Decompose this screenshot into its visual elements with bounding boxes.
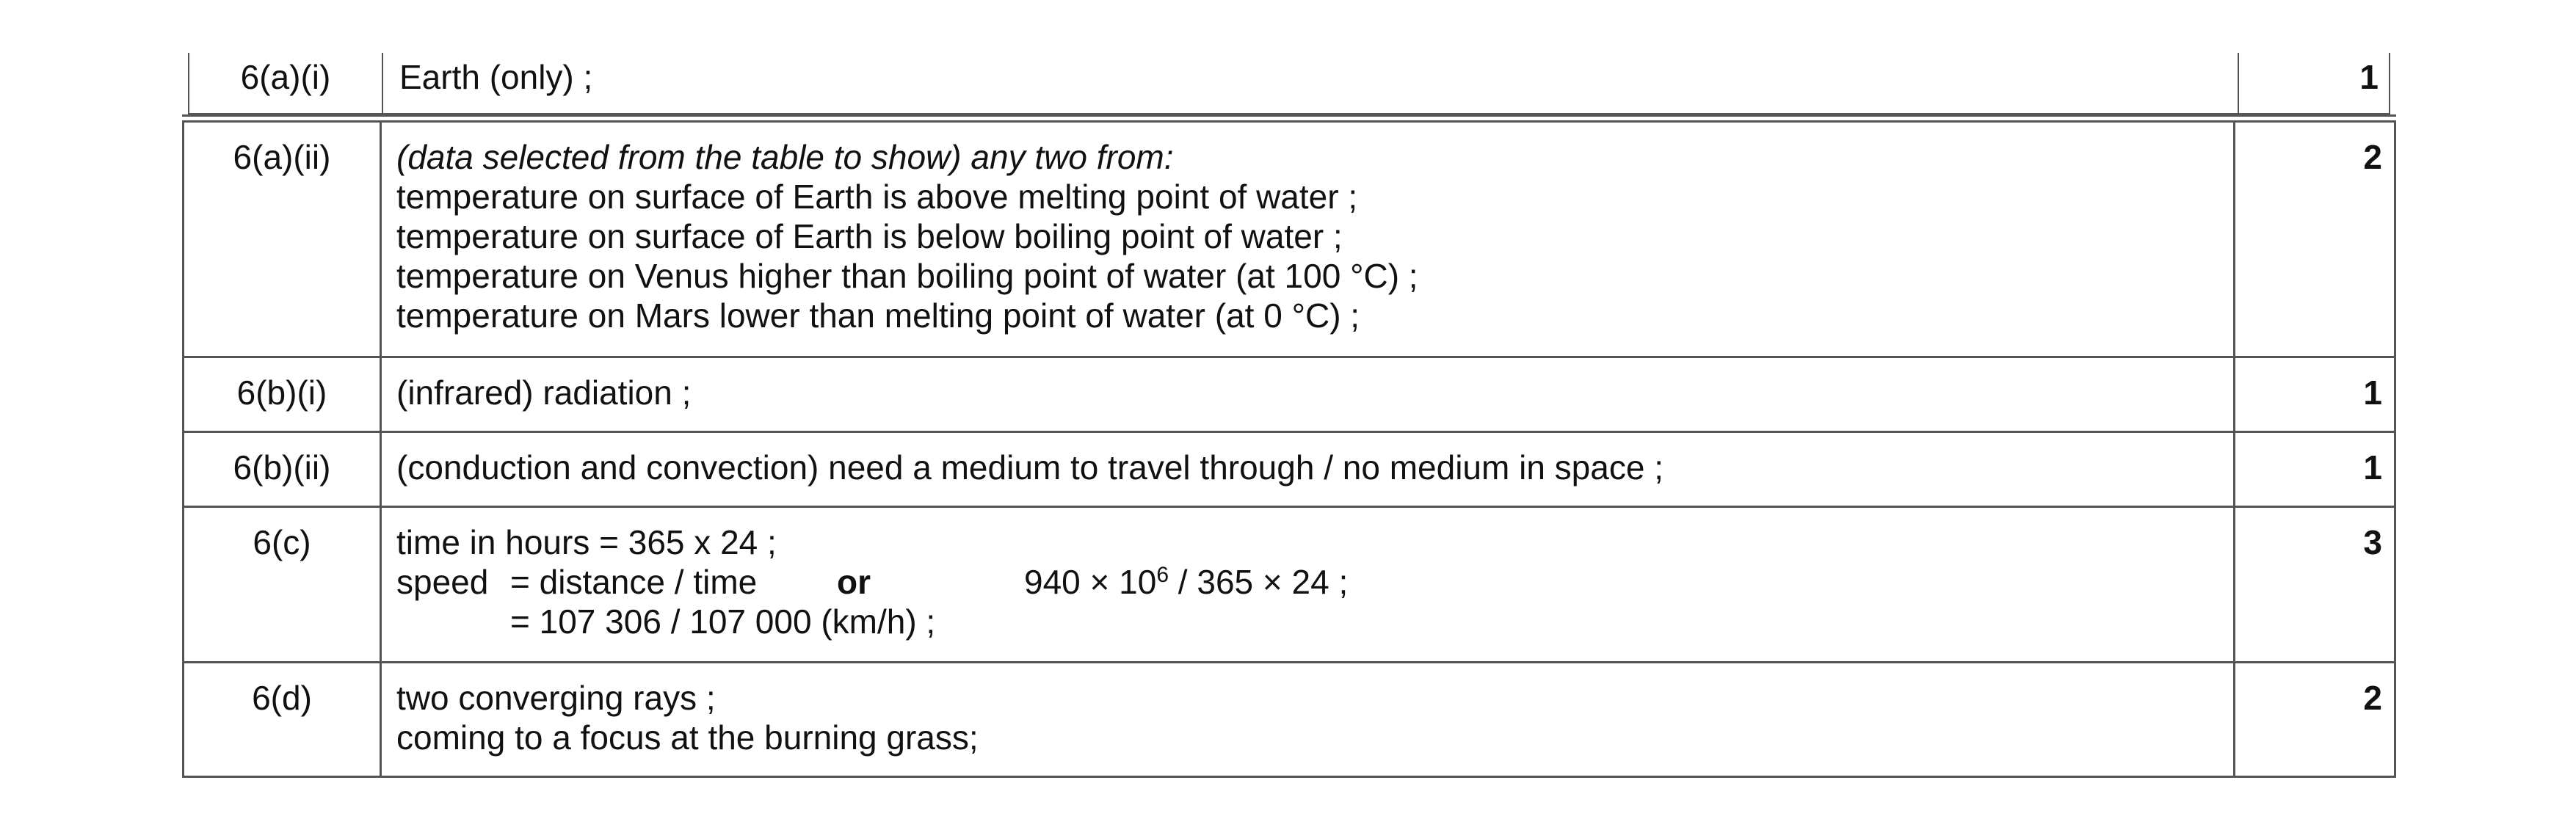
question-number: 6(c) <box>184 507 381 663</box>
answer-cell <box>381 663 2235 777</box>
answer-cell <box>381 357 2235 432</box>
answer-line-speed <box>396 562 2218 602</box>
answer-line: temperature on Mars lower than melting point of water (at 0 °C) ; <box>396 296 1360 335</box>
answer-intro: (data selected from the table to show) any two from: <box>396 138 1174 176</box>
question-number: 6(d) <box>184 663 381 777</box>
alt-rest: / 365 × 24 ; <box>1169 563 1349 601</box>
answer-line: time in hours = 365 x 24 ; <box>396 523 777 561</box>
mark-scheme-table <box>182 120 2396 778</box>
answer-line: temperature on surface of Earth is above melting point of water ; <box>396 178 1358 216</box>
marks: 2 <box>2235 663 2395 777</box>
answer-cell <box>381 507 2235 663</box>
table-row <box>184 507 2395 663</box>
answer-line-result: = 107 306 / 107 000 (km/h) ; <box>510 602 936 641</box>
question-number: 6(b)(i) <box>184 357 381 432</box>
answer-line: coming to a focus at the burning grass; <box>396 718 979 757</box>
answer-cell <box>381 432 2235 507</box>
question-number: 6(a)(i) <box>189 53 383 113</box>
alt-base: 940 × 10 <box>1024 563 1157 601</box>
answer-line: two converging rays ; <box>396 679 716 717</box>
answer-cell <box>381 122 2235 357</box>
alternative-calculation <box>1024 562 1348 602</box>
answer-text: Earth (only) ; <box>383 53 2239 113</box>
marks: 2 <box>2235 122 2395 357</box>
alt-exponent: 6 <box>1156 563 1169 587</box>
table-row-fragment <box>188 53 2390 114</box>
table-row <box>184 357 2395 432</box>
table-row <box>184 122 2395 357</box>
answer-line: temperature on Venus higher than boiling point of water (at 100 °C) ; <box>396 257 1418 295</box>
question-number: 6(b)(ii) <box>184 432 381 507</box>
marks: 3 <box>2235 507 2395 663</box>
speed-formula: = distance / time <box>510 563 758 601</box>
marks: 1 <box>2235 357 2395 432</box>
marks: 1 <box>2359 58 2379 96</box>
question-number: 6(a)(ii) <box>184 122 381 357</box>
answer-line: (conduction and convection) need a medium to travel through / no medium in space ; <box>396 448 1663 487</box>
answer-line: temperature on surface of Earth is below boiling point of water ; <box>396 217 1343 255</box>
or-connector: or <box>837 563 871 601</box>
table-top-rule <box>182 114 2396 117</box>
table-row <box>184 432 2395 507</box>
table-row <box>184 663 2395 777</box>
marks: 1 <box>2235 432 2395 507</box>
answer-line: (infrared) radiation ; <box>396 374 692 412</box>
speed-label: speed <box>396 563 489 601</box>
